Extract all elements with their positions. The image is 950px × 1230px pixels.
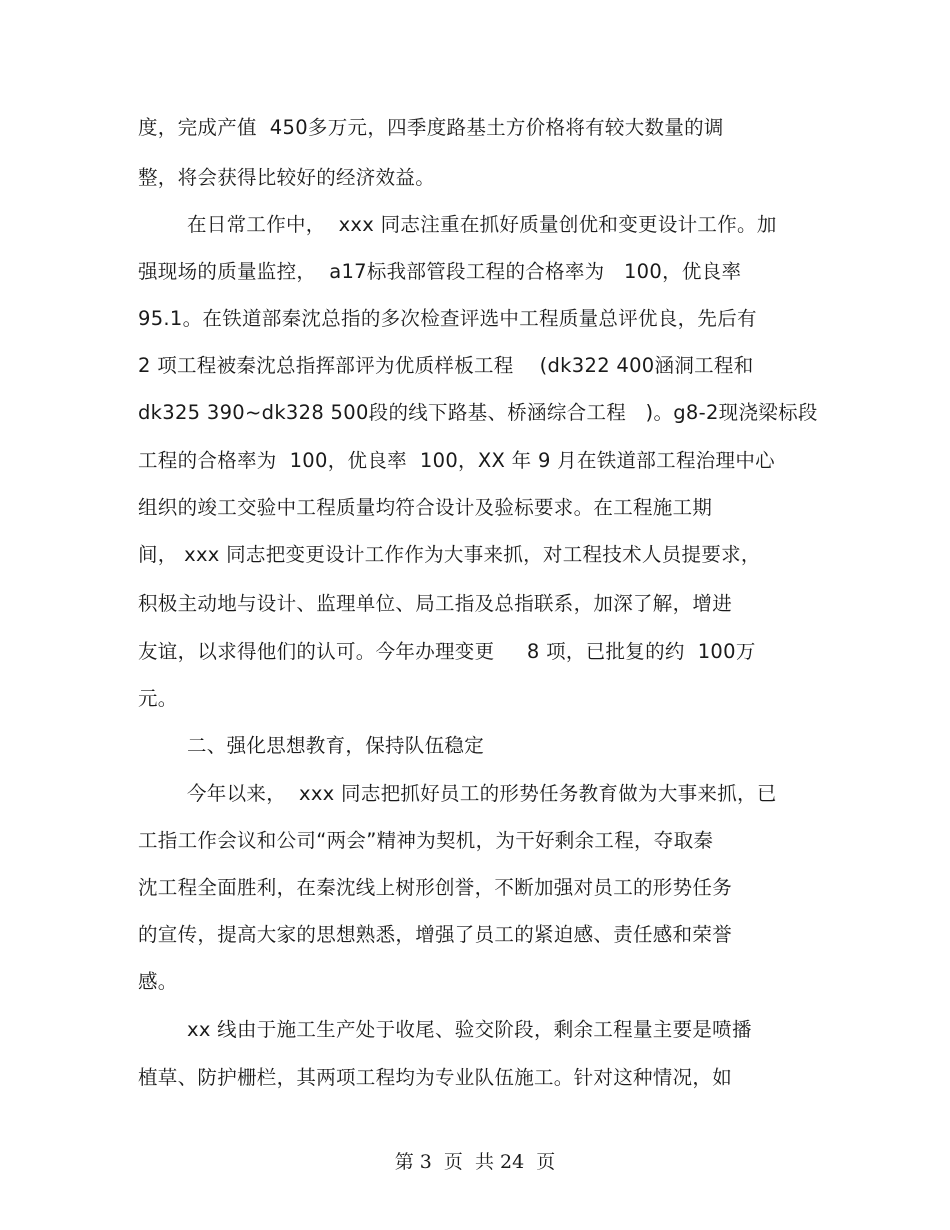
text-line: 友谊，以求得他们的认可。今年办理变更 8 项，已批复的约 100万: [138, 640, 756, 663]
text-line: 组织的竣工交验中工程质量均符合设计及验标要求。在工程施工期: [138, 496, 713, 519]
text-line: 元。: [138, 687, 178, 710]
text-line: 工指工作会议和公司“两会”精神为契机，为干好剩余工程，夺取秦: [138, 829, 714, 852]
text-line: 沈工程全面胜利，在秦沈线上树形创誉，不断加强对员工的形势任务: [138, 876, 733, 899]
page-number-footer: 第 3 页 共 24 页: [394, 1151, 556, 1173]
section-heading: 二、强化思想教育，保持队伍稳定: [187, 734, 485, 757]
text-line: 积极主动地与设计、监理单位、局工指及总指联系，加深了解，增进: [138, 592, 733, 615]
paragraph-first-line: 今年以来， xxx 同志把抓好员工的形势任务教育做为大事来抓，已: [187, 782, 777, 805]
text-line: 间， xxx 同志把变更设计工作作为大事来抓，对工程技术人员提要求，: [138, 543, 761, 566]
text-line: 95.1。在铁道部秦沈总指的多次检查评选中工程质量总评优良，先后有: [138, 307, 757, 330]
text-line: 工程的合格率为 100，优良率 100，XX 年 9 月在铁道部工程治理中心: [138, 449, 775, 472]
paragraph-first-line: 在日常工作中， xxx 同志注重在抓好质量创优和变更设计工作。加: [187, 213, 777, 236]
text-line: 植草、防护栅栏，其两项工程均为专业队伍施工。针对这种情况，如: [138, 1066, 733, 1089]
text-line: 的宣传，提高大家的思想熟悉，增强了员工的紧迫感、责任感和荣誉: [138, 923, 733, 946]
text-line: 强现场的质量监控， a17标我部管段工程的合格率为 100，优良率: [138, 260, 742, 283]
text-line: 2 项工程被秦沈总指挥部评为优质样板工程 (dk322 400涵洞工程和: [138, 354, 754, 377]
paragraph-first-line: xx 线由于施工生产处于收尾、验交阶段，剩余工程量主要是喷播: [187, 1018, 752, 1041]
text-line: dk325 390~dk328 500段的线下路基、桥涵综合工程 )。g8-2现浇梁标段: [138, 401, 818, 424]
text-line: 整，将会获得比较好的经济效益。: [138, 166, 436, 189]
text-line: 度，完成产值 450多万元，四季度路基土方价格将有较大数量的调: [138, 116, 724, 139]
text-line: 感。: [138, 970, 178, 993]
